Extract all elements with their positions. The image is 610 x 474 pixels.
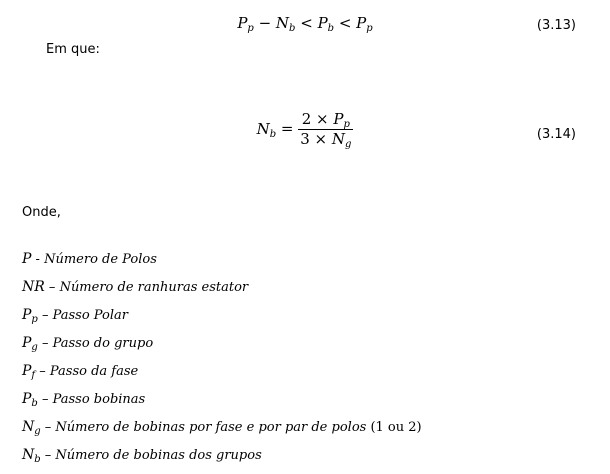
eq1-lt-1: < bbox=[295, 14, 318, 32]
eq2-fraction bbox=[298, 110, 353, 149]
equation-number-3-13: (3.13) bbox=[536, 18, 576, 33]
eq2-denominator: $3 \times N_g$ bbox=[300, 130, 352, 150]
eq2-numerator: $2 \times P_p$ bbox=[298, 110, 353, 130]
definition-item: $P_g$ – Passo do grupo bbox=[22, 335, 154, 353]
eq2-equals: = bbox=[276, 119, 299, 138]
eq1-mid: $P_b$ bbox=[317, 14, 335, 34]
definition-item: NR – Número de ranhuras estator bbox=[22, 279, 249, 295]
definition-item: $N_b$ – Número de bobinas dos grupos bbox=[22, 447, 262, 465]
definition-item: P - Número de Polos bbox=[22, 251, 157, 267]
definition-item: $N_g$ – Número de bobinas por fase e por par de polos (1 ou 2) bbox=[22, 419, 422, 437]
eq1-lhs: $P_p$ bbox=[237, 14, 254, 34]
definition-item: $P_p$ – Passo Polar bbox=[22, 307, 128, 325]
eq1-minus: − bbox=[253, 14, 276, 32]
eq1-n: $N_b$ bbox=[275, 14, 296, 34]
eq2-lhs: $N_b$ bbox=[256, 119, 277, 140]
eq1-lt-2: < bbox=[334, 14, 357, 32]
onde-label: Onde, bbox=[22, 205, 61, 220]
definitions-list bbox=[22, 249, 422, 473]
equation-3-13 bbox=[0, 14, 610, 32]
definition-item: $P_b$ – Passo bobinas bbox=[22, 391, 146, 409]
equation-number-3-14: (3.14) bbox=[536, 127, 576, 142]
equation-3-14 bbox=[0, 110, 610, 149]
definition-item: $P_f$ – Passo da fase bbox=[22, 363, 139, 381]
em-que-label: Em que: bbox=[46, 42, 100, 57]
eq1-rhs: $P_p$ bbox=[356, 14, 373, 34]
